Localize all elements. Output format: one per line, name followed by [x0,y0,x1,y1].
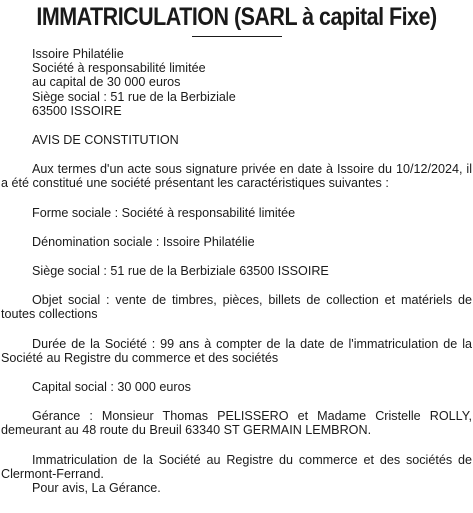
document-title: IMMATRICULATION (SARL à capital Fixe) [36,3,437,31]
company-capital: au capital de 30 000 euros [32,75,181,90]
company-header [1,47,472,118]
immatriculation: Immatriculation de la Société au Registre du commerce et des sociétés de Clermont-Ferrand. [1,452,472,481]
title-underline [192,36,282,37]
legal-notice-body [1,47,472,495]
siege-social: Siège social : 51 rue de la Berbiziale 63500 ISSOIRE [32,264,329,279]
company-name: Issoire Philatélie [32,47,124,61]
signature: Pour avis, La Gérance. [32,481,161,496]
company-form: Société à responsabilité limitée [32,61,206,76]
company-address: Siège social : 51 rue de la Berbiziale [32,89,236,104]
denomination-sociale: Dénomination sociale : Issoire Philatélie [32,234,255,249]
gerance: Gérance : Monsieur Thomas PELISSERO et Madame Cristelle ROLLY, demeurant au 48 route du Breuil 63340 ST GERMAIN LEMBRON. [1,409,472,438]
capital-social: Capital social : 30 000 euros [32,380,191,395]
duree-societe: Durée de la Société : 99 ans à compter de la date de l'immatriculation de la Société au Registre du commerce et des sociétés [1,336,472,365]
company-city: 63500 ISSOIRE [32,103,122,118]
intro-paragraph: Aux termes d'un acte sous signature privée en date à Issoire du 10/12/2024, il a été constitué une société présentant les caractéristiques suivantes : [1,162,472,191]
objet-social: Objet social : vente de timbres, pièces, billets de collection et matériels de toutes collections [1,293,472,322]
notice-type: AVIS DE CONSTITUTION [32,133,179,148]
forme-sociale: Forme sociale : Société à responsabilité limitée [32,205,296,220]
